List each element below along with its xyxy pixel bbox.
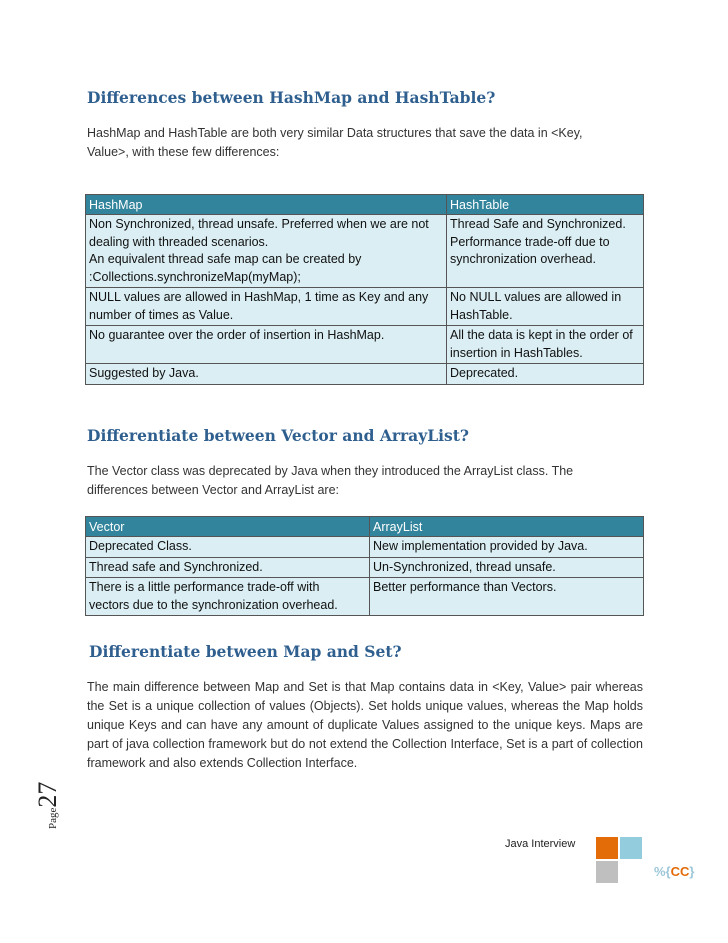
cell-line: Deprecated. xyxy=(450,366,519,380)
cell-line: Deprecated Class. xyxy=(89,539,192,553)
cell-line: All the data is kept in the order of xyxy=(450,328,633,342)
table-cell xyxy=(370,537,644,558)
table-cell xyxy=(86,364,447,385)
cell-line: Better performance than Vectors. xyxy=(373,580,557,594)
cell-line: NULL values are allowed in HashMap, 1 time as Key and any xyxy=(89,290,429,304)
cell-line: No guarantee over the order of insertion in HashMap. xyxy=(89,328,385,342)
table-cell xyxy=(447,326,644,364)
logo-suffix: } xyxy=(689,864,695,879)
page-label: Page xyxy=(47,807,59,829)
section-heading-map-set: Differentiate between Map and Set? xyxy=(89,642,402,661)
intro-line: differences between Vector and ArrayList are: xyxy=(87,483,340,497)
table-row xyxy=(86,537,644,558)
cell-line: synchronization overhead. xyxy=(450,252,596,266)
table-row xyxy=(86,326,644,364)
cell-line: Suggested by Java. xyxy=(89,366,199,380)
cell-line: Performance trade-off due to xyxy=(450,234,610,249)
table-row xyxy=(86,364,644,385)
table-row xyxy=(86,215,644,288)
intro-line: HashMap and HashTable are both very similar Data structures that save the data in <Key, xyxy=(87,126,583,140)
intro-line: Value>, with these few differences: xyxy=(87,145,280,159)
cell-line: Un-Synchronized, thread unsafe. xyxy=(373,559,556,574)
table-cell xyxy=(447,215,644,288)
cell-line: No NULL values are allowed in xyxy=(450,290,622,304)
map-set-body: The main difference between Map and Set is that Map contains data in <Key, Value> pair whereas the Set is a unique collection of values (Objects). Set holds unique values, whereas the Map holds unique Keys and can have any amount of duplicate Values assigned to the unique keys. Maps are part of java collection framework but do not extend the Collection Interface, Set is a part of collection framework and also extends Collection Interface. xyxy=(87,680,643,770)
table-cell xyxy=(370,557,644,578)
column-header: Vector xyxy=(86,517,370,537)
cell-line: Thread safe and Synchronized. xyxy=(89,559,263,574)
cell-line: There is a little performance trade-off with xyxy=(89,580,320,594)
cell-line: An equivalent thread safe map can be created by xyxy=(89,252,362,266)
column-header: HashMap xyxy=(86,195,447,215)
column-header: ArrayList xyxy=(370,517,644,537)
logo-cc: CC xyxy=(670,864,690,879)
table-cell xyxy=(86,537,370,558)
logo-square-grey xyxy=(596,861,618,883)
cell-line: number of times as Value. xyxy=(89,307,234,322)
page-number-value: 27 xyxy=(33,781,62,808)
table-cell xyxy=(447,364,644,385)
table-cell xyxy=(86,215,447,288)
section-intro-vector xyxy=(87,462,643,500)
vector-arraylist-table xyxy=(85,516,644,616)
cell-line: Non Synchronized, thread unsafe. Preferred when we are not xyxy=(89,217,429,231)
table-row xyxy=(86,557,644,578)
cell-line: dealing with threaded scenarios. xyxy=(89,234,269,249)
section-heading-hashmap-hashtable: Differences between HashMap and HashTable? xyxy=(87,88,496,107)
cell-line: insertion in HashTables. xyxy=(450,345,583,360)
section-intro-hashmap xyxy=(87,124,643,162)
section-heading-vector-arraylist: Differentiate between Vector and ArrayList? xyxy=(87,426,469,445)
table-cell xyxy=(447,288,644,326)
cell-line: New implementation provided by Java. xyxy=(373,539,588,553)
column-header: HashTable xyxy=(447,195,644,215)
table-row xyxy=(86,288,644,326)
table-cell xyxy=(86,578,370,616)
table-cell xyxy=(86,288,447,326)
page-number xyxy=(33,769,79,829)
table-cell xyxy=(86,326,447,364)
table-row xyxy=(86,578,644,616)
cell-line: vectors due to the synchronization overhead. xyxy=(89,597,338,612)
logo-prefix: %{ xyxy=(654,864,671,879)
footer-doc-title: Java Interview xyxy=(505,838,576,850)
cell-line: HashTable. xyxy=(450,307,513,322)
company-logo xyxy=(654,864,694,879)
cell-line: :Collections.synchronizeMap(myMap); xyxy=(89,269,301,284)
table-header-row xyxy=(86,195,644,215)
logo-square-blue xyxy=(620,837,642,859)
intro-line: The Vector class was deprecated by Java when they introduced the ArrayList class. The xyxy=(87,464,574,478)
table-cell xyxy=(370,578,644,616)
cell-line: Thread Safe and Synchronized. xyxy=(450,217,626,231)
logo-square-orange xyxy=(596,837,618,859)
hashmap-hashtable-table xyxy=(85,194,644,385)
table-cell xyxy=(86,557,370,578)
table-header-row xyxy=(86,517,644,537)
